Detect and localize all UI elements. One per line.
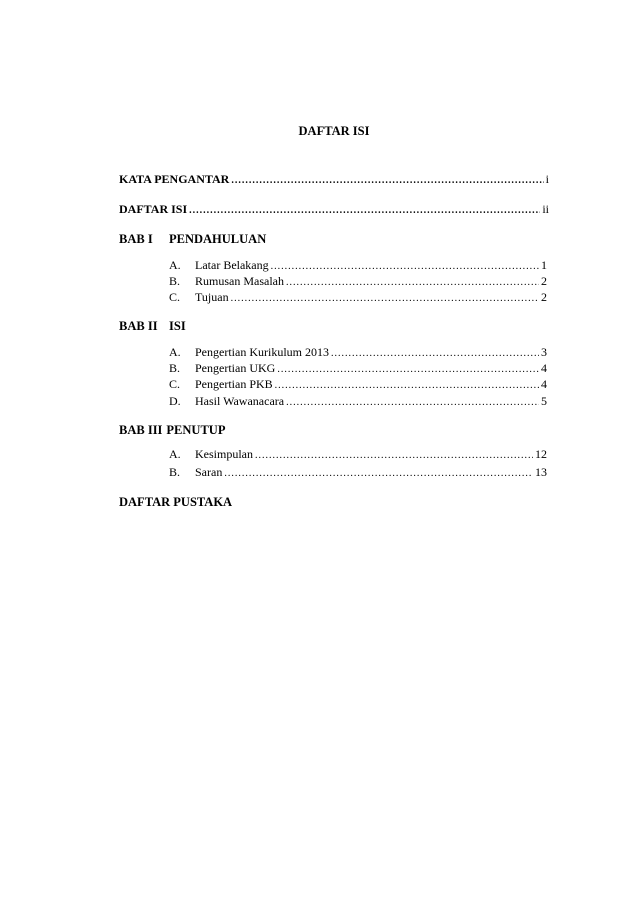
toc-entry-pengertian-kurikulum[interactable]: [169, 345, 547, 360]
leader-dots: [331, 348, 539, 359]
toc-page-number: 12: [535, 447, 547, 461]
toc-page-number: ii: [542, 202, 549, 216]
toc-entry-kata-pengantar[interactable]: [119, 172, 549, 187]
leader-dots: [231, 293, 539, 304]
chapter-title: PENDAHULUAN: [169, 232, 267, 246]
chapter-heading-bab-1[interactable]: [119, 232, 266, 247]
toc-page-number: i: [545, 172, 549, 186]
leader-dots: [277, 364, 539, 375]
chapter-title: ISI: [169, 319, 186, 333]
item-letter: B.: [169, 465, 181, 479]
toc-page-number: 2: [541, 290, 547, 304]
leader-dots: [271, 261, 539, 272]
leader-dots: [255, 450, 533, 461]
leader-dots: [189, 205, 540, 216]
toc-label: DAFTAR ISI: [119, 202, 188, 216]
toc-entry-kesimpulan[interactable]: [169, 447, 547, 462]
toc-entry-pengertian-ukg[interactable]: [169, 361, 547, 376]
leader-dots: [224, 468, 533, 479]
toc-entry-tujuan[interactable]: [169, 290, 547, 305]
toc-entry-rumusan-masalah[interactable]: [169, 274, 547, 289]
item-letter: A.: [169, 345, 181, 359]
item-letter: D.: [169, 394, 181, 408]
toc-label: Pengertian UKG: [195, 361, 276, 375]
toc-page-number: 2: [541, 274, 547, 288]
toc-entry-daftar-pustaka[interactable]: DAFTAR PUSTAKA: [119, 495, 233, 509]
toc-label: KATA PENGANTAR: [119, 172, 230, 186]
toc-page-number: 4: [541, 361, 547, 375]
toc-label: Pengertian PKB: [195, 377, 273, 391]
item-letter: B.: [169, 361, 181, 375]
toc-entry-hasil-wawancara[interactable]: [169, 394, 547, 409]
toc-page-number: 3: [541, 345, 547, 359]
leader-dots: [231, 175, 543, 186]
item-letter: C.: [169, 377, 181, 391]
toc-label: Kesimpulan: [195, 447, 253, 461]
toc-label: Hasil Wawanacara: [195, 394, 285, 408]
chapter-heading-bab-3[interactable]: [119, 423, 225, 438]
toc-page-number: 13: [535, 465, 547, 479]
page-title: DAFTAR ISI: [298, 124, 370, 138]
toc-entry-pengertian-pkb[interactable]: [169, 377, 547, 392]
item-letter: B.: [169, 274, 181, 288]
chapter-number: BAB III: [119, 423, 163, 437]
chapter-number: BAB I: [119, 232, 153, 246]
leader-dots: [286, 277, 539, 288]
item-letter: A.: [169, 447, 181, 461]
toc-label: Latar Belakang: [195, 258, 269, 272]
toc-label: Pengertian Kurikulum 2013: [195, 345, 329, 359]
toc-entry-saran[interactable]: [169, 465, 547, 480]
chapter-heading-bab-2[interactable]: [119, 319, 186, 334]
toc-page-number: 1: [541, 258, 547, 272]
item-letter: C.: [169, 290, 181, 304]
toc-label: Saran: [195, 465, 223, 479]
toc-entry-daftar-isi[interactable]: [119, 202, 549, 217]
chapter-number: BAB II: [119, 319, 158, 333]
toc-label: Tujuan: [195, 290, 229, 304]
leader-dots: [275, 380, 539, 391]
toc-entry-latar-belakang[interactable]: [169, 258, 547, 273]
toc-label: Rumusan Masalah: [195, 274, 284, 288]
leader-dots: [286, 397, 539, 408]
chapter-title: PENUTUP: [166, 423, 226, 437]
toc-page-number: 4: [541, 377, 547, 391]
item-letter: A.: [169, 258, 181, 272]
toc-page-number: 5: [541, 394, 547, 408]
